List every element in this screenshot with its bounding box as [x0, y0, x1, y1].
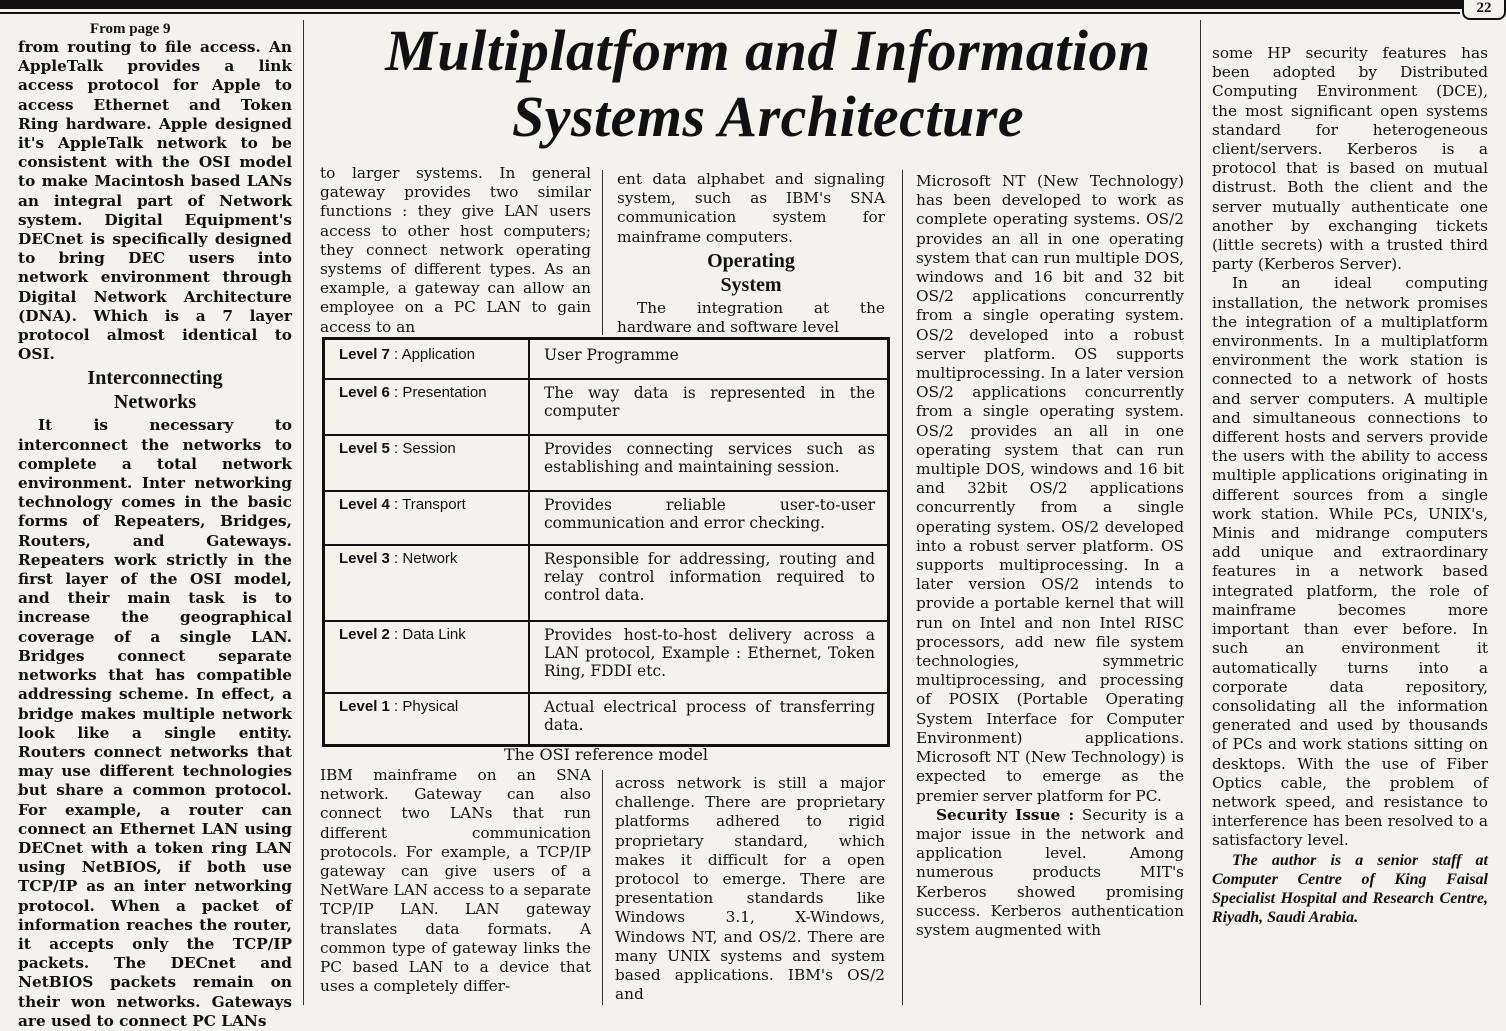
article-paragraph: some HP security features has been adopted by Distributed Computing Environment (DCE), the most significant open systems standard for heterogeneous client/servers. Kerberos is a protocol that is based on mutual distrust. Both the client and the server mutually authenticate one another by exchanging tickets (little secrets) with a trusted third party (Kerberos Server).	[1212, 44, 1488, 274]
security-issue-label: Security Issue :	[936, 805, 1075, 824]
osi-table-caption: The OSI reference model	[503, 745, 709, 764]
osi-row	[325, 620, 887, 694]
subhead-line: Interconnecting	[87, 367, 223, 390]
top-subrule	[0, 12, 1460, 14]
subhead-line: Operating	[707, 249, 795, 272]
osi-row	[325, 490, 887, 546]
article-paragraph: In an ideal computing installation, the network promises the integration of a multiplatform environments. In a multiplatform environment the work station is connected to a network of hosts and server computers. A multiple and simultaneous connections to different hosts and servers provide the users with the ability to access multiple applications originating in different sources from a single work station. While PCs, UNIX's, Minis and midrange computers add unique and extraordinary features in a network based integrated platform, the role of mainframe becomes more important than ever before. In such an environment it automatically turns into a corporate data repository, consolidating all the information generated and used by thousands of PCs and work stations sitting on desktops. With the use of Fiber Optics cable, the problem of network speed, and resistance to interference has been resolved to a satisfactory level.	[1212, 274, 1488, 850]
column-divider	[602, 170, 603, 335]
osi-description-cell: Actual electrical process of transferring data.	[544, 698, 875, 734]
osi-description-cell: Responsible for addressing, routing and relay control information required to control data.	[544, 550, 875, 604]
subhead-interconnecting	[18, 366, 292, 414]
subhead-line: Networks	[113, 391, 197, 414]
column-1	[18, 20, 292, 1030]
headline-line-1: Multiplatform and Information	[385, 18, 1151, 83]
osi-row	[325, 434, 887, 492]
article-paragraph: ent data alphabet and signaling system, such as IBM's SNA communication system for mainframe computers.	[617, 170, 885, 246]
osi-description-cell: Provides connecting services such as establishing and maintaining session.	[544, 440, 875, 476]
osi-level-cell: Level 1 : Physical	[325, 692, 530, 744]
osi-row	[325, 692, 887, 744]
osi-level-cell: Level 2 : Data Link	[325, 620, 530, 692]
article-paragraph: IBM mainframe on an SNA network. Gateway can also connect two LANs that run different communication protocols. For example, a TCP/IP gateway can give users of a NetWare LAN access to a separate TCP/IP LAN. LAN gateway translates data formats. A common type of gateway links the PC based LAN to a device that uses a completely differ-	[320, 766, 591, 996]
column-2-bottom	[320, 766, 591, 1006]
osi-level-cell: Level 6 : Presentation	[325, 378, 530, 434]
osi-reference-table	[322, 337, 890, 747]
osi-row	[325, 340, 887, 380]
article-paragraph: It is necessary to interconnect the networks to complete a total network environment. Inter networking technology comes in the basic forms of Repeaters, Bridges, Routers, and Gateways. Repeaters work strictly in the first layer of the OSI model, and their main task is to increase the geographical coverage of a single LAN. Bridges connect separate networks that has compatible addressing scheme. In effect, a bridge makes multiple network look like a single entity. Routers connect networks that may use different technologies but share a common protocol. For example, a router can connect an Ethernet LAN using DECnet with a token ring LAN using NetBIOS, if both use TCP/IP as an inter networking protocol. When a packet of information reaches the router, it accepts only the TCP/IP packets. The DECnet and NetBIOS packets remain on their won networks. Gateways are used to connect PC LANs	[18, 416, 292, 1030]
article-paragraph: to larger systems. In general gateway provides two similar functions : they give LAN users access to other host computers; they connect network operating systems of different types. As an example, a gateway can allow an employee on a PC LAN to gain access to an	[320, 164, 591, 336]
osi-description-cell: Provides reliable user-to-user communication and error checking.	[544, 496, 875, 532]
continued-from-label: From page 9	[90, 21, 171, 37]
osi-row	[325, 544, 887, 622]
osi-description-cell: Provides host-to-host delivery across a LAN protocol, Example : Ethernet, Token Ring, FDDI etc.	[544, 626, 875, 680]
headline	[318, 18, 1218, 150]
author-byline: The author is a senior staff at Computer Centre of King Faisal Specialist Hospital and Research Centre, Riyadh, Saudi Arabia.	[1212, 851, 1488, 926]
column-divider	[902, 170, 903, 1005]
osi-row	[325, 378, 887, 436]
osi-level-cell: Level 5 : Session	[325, 434, 530, 490]
column-5	[1212, 44, 1488, 1006]
osi-level-cell: Level 7 : Application	[325, 340, 530, 378]
column-divider	[1200, 20, 1201, 1005]
osi-level-cell: Level 3 : Network	[325, 544, 530, 620]
headline-line-2: Systems Architecture	[511, 84, 1025, 149]
column-3-top	[617, 170, 885, 338]
column-divider	[602, 770, 603, 1005]
column-divider	[303, 20, 304, 1005]
article-paragraph: across network is still a major challenge. There are proprietary platforms adhered to rigid proprietary standard, which makes it difficult for a open protocol to emerge. There are presentation standards like Windows 3.1, X-Windows, Windows NT, and OS/2. There are many UNIX systems and system based applications. IBM's OS/2 and	[615, 774, 885, 1004]
security-text: Security is a major issue in the network and application level. Among numerous products MIT's Kerberos showed promising success. Kerberos authentication system augmented with	[916, 805, 1184, 939]
column-4	[916, 172, 1184, 1006]
subhead-operating-system	[617, 249, 885, 297]
top-rule	[0, 0, 1506, 9]
column-2-top	[320, 164, 591, 336]
article-paragraph: Microsoft NT (New Technology) has been developed to work as complete operating systems. OS/2 provides an all in one operating system that can run multiple DOS, windows and 16 bit and 32 bit OS/2 applications concurrently from a single operating system. OS/2 developed into a robust server platform. OS supports multiprocessing. In a later version OS/2 applications concurrently from a single operating system. OS/2 provides an all in one operating system that can run multiple DOS, windows and 16 bit and 32bit OS/2 applications concurrently from a single operating system. OS/2 developed into a robust server platform. OS supports multiprocessing. In a later version OS/2 intends to provide a portable kernel that will run on Intel and non Intel RISC processors, add new file system technologies, symmetric multiprocessing, and processing of POSIX (Portable Operating System Interface for Computer Environment) applications. Microsoft NT (New Technology) is expected to emerge as the premier server platform for PC.	[916, 172, 1184, 805]
osi-level-cell: Level 4 : Transport	[325, 490, 530, 544]
osi-description-cell: The way data is represented in the computer	[544, 384, 875, 420]
osi-description-cell: User Programme	[544, 346, 679, 364]
column-3-bottom	[615, 774, 885, 1006]
page-number: 22	[1462, 0, 1506, 20]
article-paragraph: from routing to file access. An AppleTalk provides a link access protocol for Apple to access Ethernet and Token Ring hardware. Apple designed it's AppleTalk network to be consistent with the OSI model to make Macintosh based LANs an integral part of Network system. Digital Equipment's DECnet is specifically designed to bring DEC users into network environment through Digital Network Architecture (DNA). Which is a 7 layer protocol almost identical to OSI.	[18, 38, 292, 364]
subhead-line: System	[720, 273, 782, 296]
article-paragraph: The integration at the hardware and software level	[617, 298, 885, 337]
article-paragraph	[916, 806, 1184, 940]
